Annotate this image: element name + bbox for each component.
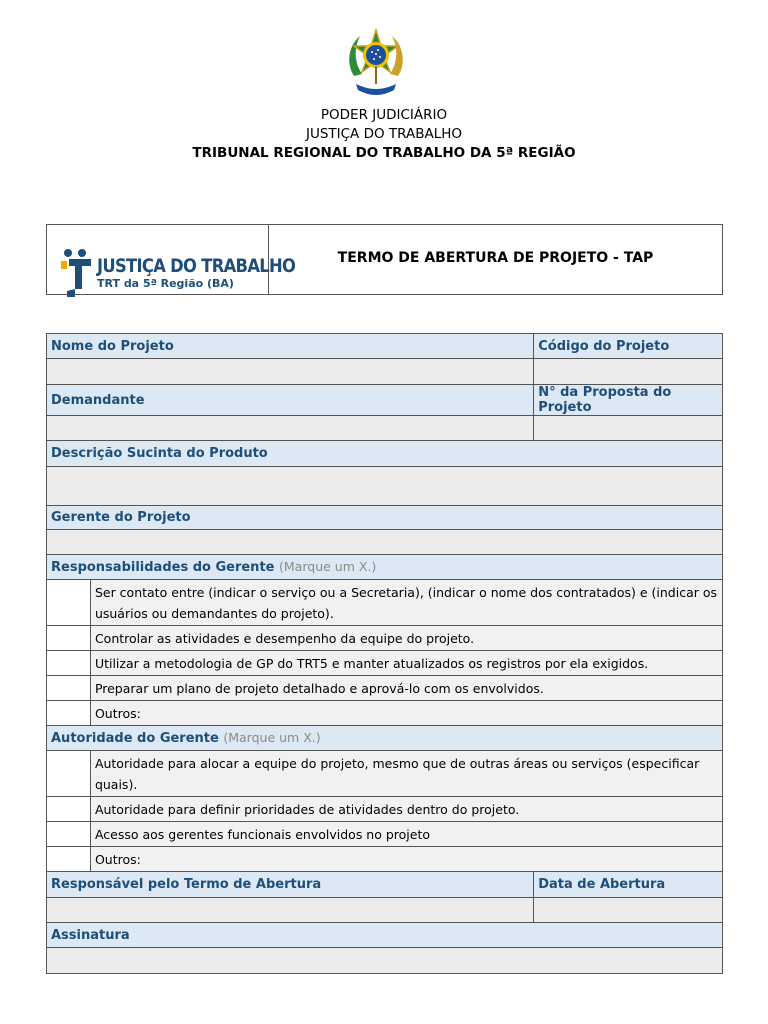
document-title: TERMO DE ABERTURA DE PROJETO - TAP bbox=[337, 249, 654, 266]
label-numero-proposta: N° da Proposta do Projeto bbox=[534, 385, 723, 416]
checkbox-responsabilidade-4[interactable] bbox=[47, 676, 91, 701]
field-gerente[interactable] bbox=[47, 530, 723, 555]
logo-subtitle: TRT da 5ª Região (BA) bbox=[97, 277, 234, 290]
field-codigo-projeto[interactable] bbox=[534, 359, 723, 385]
coat-of-arms-emblem bbox=[344, 28, 408, 100]
checkbox-autoridade-2[interactable] bbox=[47, 797, 91, 822]
label-responsavel-termo: Responsável pelo Termo de Abertura bbox=[47, 872, 534, 898]
checkbox-responsabilidade-outros[interactable] bbox=[47, 701, 91, 726]
checkbox-responsabilidade-3[interactable] bbox=[47, 651, 91, 676]
field-numero-proposta[interactable] bbox=[534, 416, 723, 441]
header-line-2: JUSTIÇA DO TRABALHO bbox=[305, 126, 463, 142]
justica-trabalho-logo bbox=[47, 225, 296, 294]
option-autoridade-3: Acesso aos gerentes funcionais envolvidos no projeto bbox=[90, 822, 722, 847]
field-demandante[interactable] bbox=[47, 416, 534, 441]
option-responsabilidade-4: Preparar um plano de projeto detalhado e aprová-lo com os envolvidos. bbox=[90, 676, 722, 701]
header-line-1: PODER JUDICIÁRIO bbox=[320, 107, 448, 123]
responsabilidades-hint: (Marque um X.) bbox=[279, 559, 377, 574]
option-responsabilidade-3: Utilizar a metodologia de GP do TRT5 e manter atualizados os registros por ela exigidos. bbox=[90, 651, 722, 676]
label-assinatura: Assinatura bbox=[47, 923, 723, 948]
label-demandante: Demandante bbox=[47, 385, 534, 416]
option-autoridade-outros[interactable]: Outros: bbox=[90, 847, 722, 872]
field-data-abertura[interactable] bbox=[534, 898, 723, 923]
field-responsavel-termo[interactable] bbox=[47, 898, 534, 923]
project-form-table bbox=[46, 333, 723, 974]
checkbox-autoridade-1[interactable] bbox=[47, 751, 91, 797]
header-line-3: TRIBUNAL REGIONAL DO TRABALHO DA 5ª REGIÃO bbox=[192, 145, 576, 161]
label-gerente: Gerente do Projeto bbox=[47, 506, 723, 530]
autoridade-label: Autoridade do Gerente bbox=[51, 731, 219, 746]
field-nome-projeto[interactable] bbox=[47, 359, 534, 385]
checkbox-responsabilidade-1[interactable] bbox=[47, 580, 91, 626]
jt-logo-icon bbox=[59, 247, 91, 299]
institution-header bbox=[0, 106, 768, 163]
label-data-abertura: Data de Abertura bbox=[534, 872, 723, 898]
section-responsabilidades bbox=[47, 555, 723, 580]
responsabilidades-label: Responsabilidades do Gerente bbox=[51, 560, 275, 575]
checkbox-autoridade-3[interactable] bbox=[47, 822, 91, 847]
label-descricao: Descrição Sucinta do Produto bbox=[47, 441, 723, 467]
logo-title: JUSTIÇA DO TRABALHO bbox=[97, 255, 296, 277]
option-autoridade-2: Autoridade para definir prioridades de atividades dentro do projeto. bbox=[90, 797, 722, 822]
label-codigo-projeto: Código do Projeto bbox=[534, 334, 723, 359]
field-assinatura[interactable] bbox=[47, 948, 723, 974]
tap-title-box bbox=[46, 224, 723, 295]
checkbox-autoridade-outros[interactable] bbox=[47, 847, 91, 872]
field-descricao[interactable] bbox=[47, 467, 723, 506]
autoridade-hint: (Marque um X.) bbox=[223, 730, 321, 745]
option-autoridade-1: Autoridade para alocar a equipe do projeto, mesmo que de outras áreas ou serviços (especificar quais). bbox=[90, 751, 722, 797]
option-responsabilidade-2: Controlar as atividades e desempenho da equipe do projeto. bbox=[90, 626, 722, 651]
label-nome-projeto: Nome do Projeto bbox=[47, 334, 534, 359]
option-responsabilidade-outros[interactable]: Outros: bbox=[90, 701, 722, 726]
section-autoridade bbox=[47, 726, 723, 751]
option-responsabilidade-1: Ser contato entre (indicar o serviço ou a Secretaria), (indicar o nome dos contratados) e (indicar os usuários ou demandantes do projeto). bbox=[90, 580, 722, 626]
checkbox-responsabilidade-2[interactable] bbox=[47, 626, 91, 651]
